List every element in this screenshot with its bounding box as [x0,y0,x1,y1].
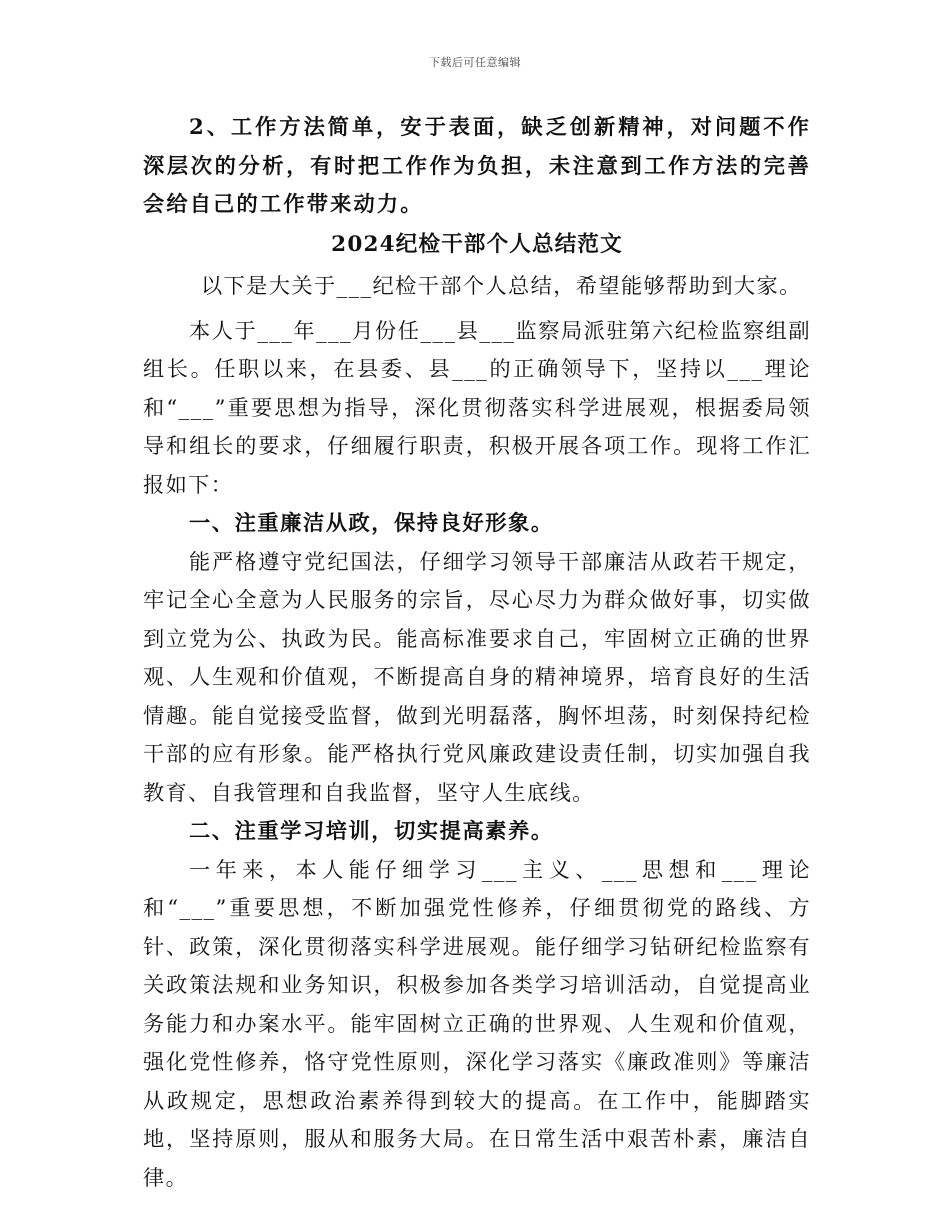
intro-paragraph: 以下是大关于___纪检干部个人总结，希望能够帮助到大家。 [201,273,802,298]
body-paragraph-1: 本人于___年___月份任___县___监察局派驻第六纪检监察组副组长。任职以来，在县委、县___的正确领导下，坚持以___理论和“___”重要思想为指导，深化贯彻落实科学进展观，根据委局领导和组长的要求，仔细履行职责，积极开展各项工作。现将工作汇报如下： [143,317,811,497]
section-heading-1: 一、注重廉洁从政，保持良好形象。 [189,510,554,535]
body-paragraph-3: 一年来，本人能仔细学习___主义、___思想和___理论和“___”重要思想，不断加强党性修养，仔细贯彻党的路线、方针、政策，深化贯彻落实科学进展观。能仔细学习钻研纪检监察有关政策法规和业务知识，积极参加各类学习培训活动，自觉提高业务能力和办案水平。能牢固树立正确的世界观、人生观和价值观，强化党性修养，恪守党性原则，深化学习落实《廉政准则》等廉洁从政规定，思想政治素养得到较大的提高。在工作中，能脚踏实地，坚持原则，服从和服务大局。在日常生活中艰苦朴素，廉洁自律。 [143,856,811,1190]
section-heading-2: 二、注重学习培训，切实提高素养。 [189,818,554,843]
document-title: 2024纪检干部个人总结范文 [331,231,623,257]
page-header-note: 下载后可任意编辑 [429,56,521,69]
item-2-paragraph: 2、工作方法简单，安于表面，缺乏创新精神，对问题不作深层次的分析，有时把工作作为负担，未注意到工作方法的完善会给自己的工作带来动力。 [143,114,811,216]
body-paragraph-2: 能严格遵守党纪国法，仔细学习领导干部廉洁从政若干规定，牢记全心全意为人民服务的宗旨，尽心尽力为群众做好事，切实做到立党为公、执政为民。能高标准要求自己，牢固树立正确的世界观、人生观和价值观，不断提高自身的精神境界，培育良好的生活情趣。能自觉接受监督，做到光明磊落，胸怀坦荡，时刻保持纪检干部的应有形象。能严格执行党风廉政建设责任制，切实加强自我教育、自我管理和自我监督，坚守人生底线。 [143,548,811,805]
document-body [143,108,811,1197]
